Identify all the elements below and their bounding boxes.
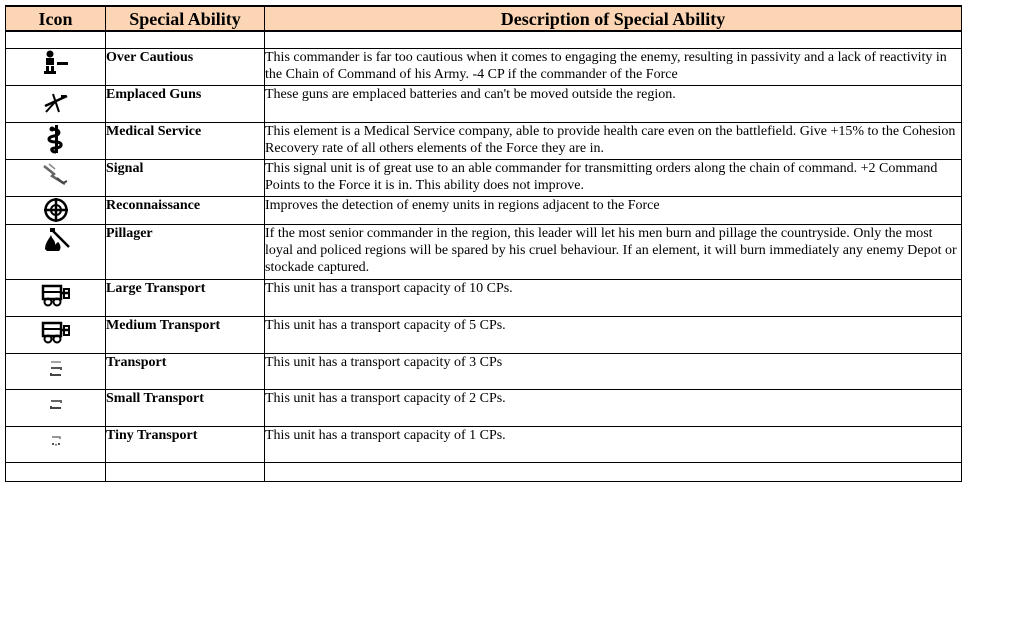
table-row <box>6 317 962 354</box>
icon-cell <box>6 197 106 225</box>
table-row <box>6 123 962 160</box>
header-row <box>6 6 962 31</box>
transport-icon <box>41 354 71 382</box>
header-description: Description of Special Ability <box>265 6 962 31</box>
icon-cell <box>6 390 106 427</box>
ability-name: Over Cautious <box>106 49 265 86</box>
ability-description: This commander is far too cautious when it comes to engaging the enemy, resulting in passivity and a lack of reactivity in the Chain of Command of his Army. -4 CP if the commander of the Force <box>265 49 962 86</box>
ability-name: Transport <box>106 354 265 390</box>
icon-cell <box>6 317 106 354</box>
empty-row <box>6 463 962 482</box>
table-row <box>6 225 962 280</box>
header-special-ability: Special Ability <box>106 6 265 31</box>
icon-cell <box>6 427 106 463</box>
table-row <box>6 280 962 317</box>
signal-lightning-icon <box>41 160 71 188</box>
ability-description: These guns are emplaced batteries and can't be moved outside the region. <box>265 86 962 123</box>
table-row <box>6 160 962 197</box>
large-transport-wagon-icon <box>40 280 72 308</box>
table-row <box>6 390 962 427</box>
ability-description: Improves the detection of enemy units in regions adjacent to the Force <box>265 197 962 225</box>
ability-name: Small Transport <box>106 390 265 427</box>
medical-caduceus-icon <box>41 123 71 155</box>
icon-cell <box>6 160 106 197</box>
icon-cell <box>6 354 106 390</box>
ability-description: This unit has a transport capacity of 1 CPs. <box>265 427 962 463</box>
table-row <box>6 197 962 225</box>
icon-cell <box>6 123 106 160</box>
ability-description: If the most senior commander in the region, this leader will let his men burn and pillage the countryside. Only the most loyal and policed regions will be spared by his cruel behaviour. If an element, it will burn immediately any enemy Depot or stockade captured. <box>265 225 962 280</box>
torch-fire-icon <box>41 225 71 253</box>
crosshair-icon <box>41 197 71 223</box>
ability-name: Medium Transport <box>106 317 265 354</box>
ability-name: Pillager <box>106 225 265 280</box>
ability-name: Emplaced Guns <box>106 86 265 123</box>
table-row <box>6 86 962 123</box>
icon-cell <box>6 86 106 123</box>
ability-name: Reconnaissance <box>106 197 265 225</box>
icon-cell <box>6 225 106 280</box>
icon-cell <box>6 280 106 317</box>
table-row <box>6 49 962 86</box>
header-icon: Icon <box>6 6 106 31</box>
spacer-row <box>6 31 962 49</box>
small-transport-icon <box>41 390 71 418</box>
ability-description: This unit has a transport capacity of 3 CPs <box>265 354 962 390</box>
ability-description: This unit has a transport capacity of 10 CPs. <box>265 280 962 317</box>
medium-transport-wagon-icon <box>40 317 72 345</box>
ability-description: This unit has a transport capacity of 2 CPs. <box>265 390 962 427</box>
ability-name: Medical Service <box>106 123 265 160</box>
ability-name: Large Transport <box>106 280 265 317</box>
emplaced-gun-icon <box>41 86 71 114</box>
icon-cell <box>6 49 106 86</box>
ability-name: Signal <box>106 160 265 197</box>
table-row <box>6 354 962 390</box>
special-abilities-table <box>5 5 962 482</box>
commander-chain-icon <box>41 49 71 77</box>
ability-description: This signal unit is of great use to an able commander for transmitting orders along the chain of command. +2 Command Points to the Force it is in. This ability does not improve. <box>265 160 962 197</box>
ability-name: Tiny Transport <box>106 427 265 463</box>
tiny-transport-icon <box>41 427 71 455</box>
ability-description: This unit has a transport capacity of 5 CPs. <box>265 317 962 354</box>
ability-description: This element is a Medical Service company, able to provide health care even on the battlefield. Give +15% to the Cohesion Recovery rate of all others elements of the Force they are in. <box>265 123 962 160</box>
table-row <box>6 427 962 463</box>
